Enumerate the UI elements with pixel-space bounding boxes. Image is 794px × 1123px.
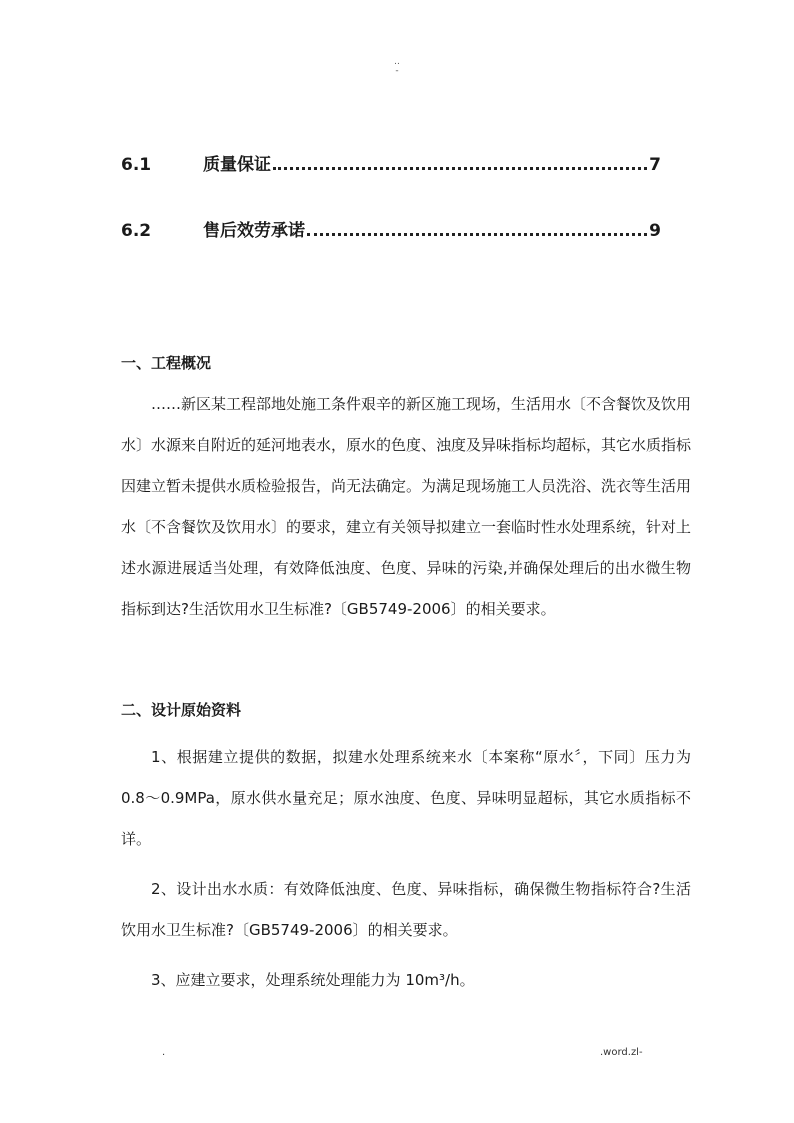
- toc-page: 9: [649, 221, 661, 241]
- toc-title: 质量保证: [203, 155, 271, 175]
- toc-page: 7: [649, 155, 661, 175]
- toc-number: 6.2: [121, 221, 152, 241]
- toc-entry[interactable]: [121, 216, 661, 241]
- numbered-item: [121, 869, 691, 951]
- header-mark-top: ..: [394, 57, 400, 67]
- toc-number: 6.1: [121, 155, 152, 175]
- toc-title: 售后效劳承诺: [203, 221, 305, 241]
- numbered-item: [121, 960, 691, 1001]
- toc-leader-dots: [273, 167, 647, 170]
- item-text: 2、设计出水水质：有效降低浊度、色度、异味指标，确保微生物指标符合?生活饮用水卫生标准?〔GB5749-2006〕的相关要求。: [121, 880, 691, 939]
- section-paragraph: [121, 384, 691, 630]
- toc-leader-dots: [307, 233, 647, 236]
- toc-entry[interactable]: [121, 150, 661, 175]
- section-heading: 一、工程概况: [121, 354, 212, 372]
- footer-right: .word.zl-: [600, 1047, 643, 1058]
- header-mark-bottom: -: [395, 66, 399, 76]
- numbered-item: [121, 737, 691, 860]
- item-text: 1、根据建立提供的数据，拟建水处理系统来水〔本案称“原水〞，下同〕压力为 0.8～0.9MPa，原水供水量充足；原水浊度、色度、异味明显超标，其它水质指标不详。: [121, 748, 691, 848]
- item-text: 3、应建立要求，处理系统处理能力为 10m³/h。: [151, 971, 475, 989]
- page-header: [0, 58, 794, 76]
- paragraph-text: ……新区某工程部地处施工条件艰辛的新区施工现场，生活用水〔不含餐饮及饮用水〕水源来自附近的延河地表水，原水的色度、浊度及异味指标均超标，其它水质指标因建立暂未提供水质检验报告，尚无法确定。为满足现场施工人员洗浴、洗衣等生活用水〔不含餐饮及饮用水〕的要求，建立有关领导拟建立一套临时性水处理系统，针对上述水源进展适当处理，有效降低浊度、色度、异味的污染,并确保处理后的出水微生物指标到达?生活饮用水卫生标准?〔GB5749-2006〕的相关要求。: [121, 395, 692, 618]
- section-heading: 二、设计原始资料: [121, 701, 242, 719]
- footer-left: .: [162, 1047, 166, 1058]
